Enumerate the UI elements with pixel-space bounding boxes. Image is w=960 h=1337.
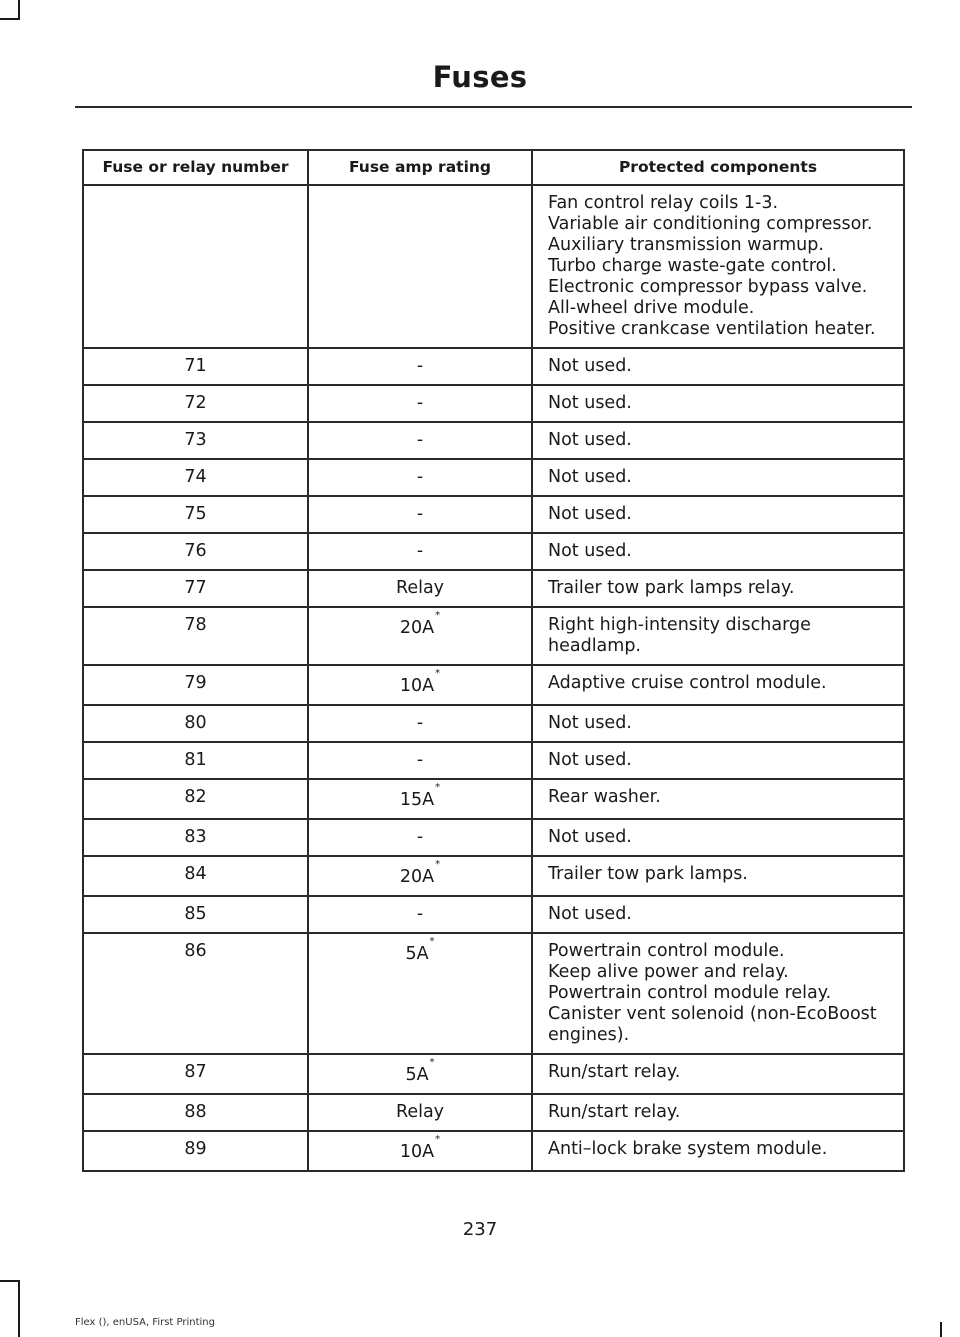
fuse-number-cell: 80 xyxy=(83,705,308,742)
amp-rating-value: - xyxy=(416,393,424,413)
amp-rating-value: Relay xyxy=(395,578,445,598)
protected-component: Right high-intensity discharge headlamp. xyxy=(548,615,811,656)
protected-component: Not used. xyxy=(548,750,632,770)
header-fuse-number: Fuse or relay number xyxy=(83,150,308,185)
table-row xyxy=(83,533,904,570)
fuse-number-cell: 75 xyxy=(83,496,308,533)
fuse-number-cell: 79 xyxy=(83,665,308,705)
table-row xyxy=(83,742,904,779)
table-row xyxy=(83,856,904,896)
table-row xyxy=(83,570,904,607)
fuse-number-cell: 87 xyxy=(83,1054,308,1094)
page-number: 237 xyxy=(462,1219,498,1240)
amp-rating-value: - xyxy=(416,467,424,487)
fuse-number-cell: 83 xyxy=(83,819,308,856)
protected-component: Trailer tow park lamps. xyxy=(548,864,748,884)
protected-components-cell xyxy=(532,1054,904,1094)
protected-component: Not used. xyxy=(548,827,632,847)
protected-components-cell xyxy=(532,1131,904,1171)
amp-rating-value: - xyxy=(416,541,424,561)
table-row xyxy=(83,779,904,819)
fuse-number-cell: 71 xyxy=(83,348,308,385)
protected-component: Powertrain control module. xyxy=(548,941,785,961)
table-row xyxy=(83,459,904,496)
protected-components-cell xyxy=(532,607,904,665)
table-row xyxy=(83,385,904,422)
amp-rating-value: 15A xyxy=(399,790,435,810)
protected-components-cell xyxy=(532,819,904,856)
table-row xyxy=(83,348,904,385)
table-row xyxy=(83,607,904,665)
fuse-number-cell: 82 xyxy=(83,779,308,819)
amp-rating-value: - xyxy=(416,750,424,770)
amp-rating-value: - xyxy=(416,904,424,924)
amp-rating-value: Relay xyxy=(395,1102,445,1122)
footer-text: Flex (), enUSA, First Printing xyxy=(75,1317,215,1328)
amp-rating-wrapper xyxy=(399,610,441,639)
protected-components-cell xyxy=(532,705,904,742)
table-row xyxy=(83,933,904,1054)
amp-rating-cell xyxy=(308,422,532,459)
amp-rating-value: 5A xyxy=(405,1065,429,1085)
crop-mark-top-left xyxy=(18,0,20,20)
fuse-number-cell: 89 xyxy=(83,1131,308,1171)
crop-mark-bottom-left xyxy=(0,1280,18,1282)
amp-rating-cell xyxy=(308,933,532,1054)
fuse-number-cell: 77 xyxy=(83,570,308,607)
table-row xyxy=(83,665,904,705)
protected-component: Fan control relay coils 1-3. xyxy=(548,193,779,213)
amp-rating-cell xyxy=(308,385,532,422)
table-row xyxy=(83,705,904,742)
protected-component: Not used. xyxy=(548,393,632,413)
protected-component: Trailer tow park lamps relay. xyxy=(548,578,795,598)
amp-rating-cell xyxy=(308,533,532,570)
amp-rating-cell xyxy=(308,779,532,819)
table-row xyxy=(83,422,904,459)
fuse-table xyxy=(82,149,905,1172)
protected-component: Not used. xyxy=(548,904,632,924)
protected-component: Auxiliary transmission warmup. xyxy=(548,235,824,255)
protected-component: Run/start relay. xyxy=(548,1062,681,1082)
table-row xyxy=(83,1131,904,1171)
fuse-number-cell: 73 xyxy=(83,422,308,459)
crop-mark-top-left xyxy=(0,18,18,20)
amp-rating-wrapper xyxy=(399,782,441,811)
amp-rating-cell xyxy=(308,496,532,533)
fuse-number-cell xyxy=(83,185,308,348)
protected-component: Run/start relay. xyxy=(548,1102,681,1122)
amp-rating-cell xyxy=(308,819,532,856)
protected-component: Powertrain control module relay. xyxy=(548,983,832,1003)
amp-rating-cell xyxy=(308,705,532,742)
header-amp-rating: Fuse amp rating xyxy=(308,150,532,185)
protected-component: All-wheel drive module. xyxy=(548,298,755,318)
protected-components-cell xyxy=(532,422,904,459)
protected-component: Not used. xyxy=(548,541,632,561)
amp-rating-cell xyxy=(308,742,532,779)
fuse-number-cell: 74 xyxy=(83,459,308,496)
protected-component: Adaptive cruise control module. xyxy=(548,673,827,693)
protected-component: Not used. xyxy=(548,504,632,524)
fuse-number-cell: 76 xyxy=(83,533,308,570)
amp-rating-value: - xyxy=(416,430,424,450)
crop-mark-bottom-left xyxy=(18,1280,20,1337)
table-row xyxy=(83,496,904,533)
protected-component: Keep alive power and relay. xyxy=(548,962,789,982)
amp-rating-value: 5A xyxy=(405,944,429,964)
footnote-asterisk: * xyxy=(435,1134,441,1145)
protected-components-cell xyxy=(532,742,904,779)
amp-rating-wrapper xyxy=(399,1134,441,1163)
protected-component: Not used. xyxy=(548,356,632,376)
protected-component: Not used. xyxy=(548,713,632,733)
protected-components-cell xyxy=(532,348,904,385)
table-row xyxy=(83,1054,904,1094)
protected-components-cell xyxy=(532,856,904,896)
table-row xyxy=(83,819,904,856)
amp-rating-cell xyxy=(308,665,532,705)
amp-rating-cell xyxy=(308,348,532,385)
amp-rating-value: - xyxy=(416,827,424,847)
amp-rating-value: 20A xyxy=(399,618,435,638)
protected-component: Rear washer. xyxy=(548,787,661,807)
amp-rating-cell xyxy=(308,570,532,607)
protected-component: Variable air conditioning compressor. xyxy=(548,214,873,234)
protected-components-cell xyxy=(532,533,904,570)
protected-component: Positive crankcase ventilation heater. xyxy=(548,319,876,339)
amp-rating-cell xyxy=(308,459,532,496)
amp-rating-cell xyxy=(308,856,532,896)
fuse-number-cell: 78 xyxy=(83,607,308,665)
amp-rating-value: - xyxy=(416,504,424,524)
protected-components-cell xyxy=(532,896,904,933)
protected-components-cell xyxy=(532,385,904,422)
amp-rating-value: 20A xyxy=(399,867,435,887)
crop-mark-bottom-right xyxy=(940,1322,942,1337)
protected-components-cell xyxy=(532,459,904,496)
protected-component: Turbo charge waste-gate control. xyxy=(548,256,837,276)
fuse-number-cell: 81 xyxy=(83,742,308,779)
protected-components-cell xyxy=(532,496,904,533)
amp-rating-value: - xyxy=(416,713,424,733)
amp-rating-cell xyxy=(308,896,532,933)
amp-rating-wrapper xyxy=(405,1057,435,1086)
fuse-table-body xyxy=(83,185,904,1171)
title-rule xyxy=(75,106,912,108)
table-row xyxy=(83,896,904,933)
amp-rating-wrapper xyxy=(399,859,441,888)
table-header-row xyxy=(83,150,904,185)
amp-rating-value: 10A xyxy=(399,676,435,696)
protected-components-cell xyxy=(532,933,904,1054)
amp-rating-cell xyxy=(308,1131,532,1171)
fuse-number-cell: 88 xyxy=(83,1094,308,1131)
protected-component: Anti–lock brake system module. xyxy=(548,1139,828,1159)
header-protected-components: Protected components xyxy=(532,150,904,185)
footnote-asterisk: * xyxy=(435,610,441,621)
table-row xyxy=(83,1094,904,1131)
protected-component: Not used. xyxy=(548,430,632,450)
protected-components-cell xyxy=(532,665,904,705)
footnote-asterisk: * xyxy=(435,782,441,793)
protected-component: Electronic compressor bypass valve. xyxy=(548,277,868,297)
protected-component: Not used. xyxy=(548,467,632,487)
protected-components-cell xyxy=(532,185,904,348)
footnote-asterisk: * xyxy=(429,1057,435,1068)
fuse-number-cell: 84 xyxy=(83,856,308,896)
amp-rating-wrapper xyxy=(399,668,441,697)
footnote-asterisk: * xyxy=(429,936,435,947)
protected-components-cell xyxy=(532,1094,904,1131)
amp-rating-wrapper xyxy=(405,936,435,965)
amp-rating-cell xyxy=(308,1094,532,1131)
protected-components-cell xyxy=(532,779,904,819)
footnote-asterisk: * xyxy=(435,668,441,679)
amp-rating-cell xyxy=(308,607,532,665)
amp-rating-value: 10A xyxy=(399,1142,435,1162)
page-title: Fuses xyxy=(432,60,528,94)
fuse-number-cell: 86 xyxy=(83,933,308,1054)
protected-components-cell xyxy=(532,570,904,607)
amp-rating-cell xyxy=(308,185,532,348)
fuse-number-cell: 72 xyxy=(83,385,308,422)
protected-component: Canister vent solenoid (non-EcoBoost engines). xyxy=(548,1004,877,1045)
amp-rating-value: - xyxy=(416,356,424,376)
footnote-asterisk: * xyxy=(435,859,441,870)
table-row xyxy=(83,185,904,348)
amp-rating-cell xyxy=(308,1054,532,1094)
fuse-number-cell: 85 xyxy=(83,896,308,933)
